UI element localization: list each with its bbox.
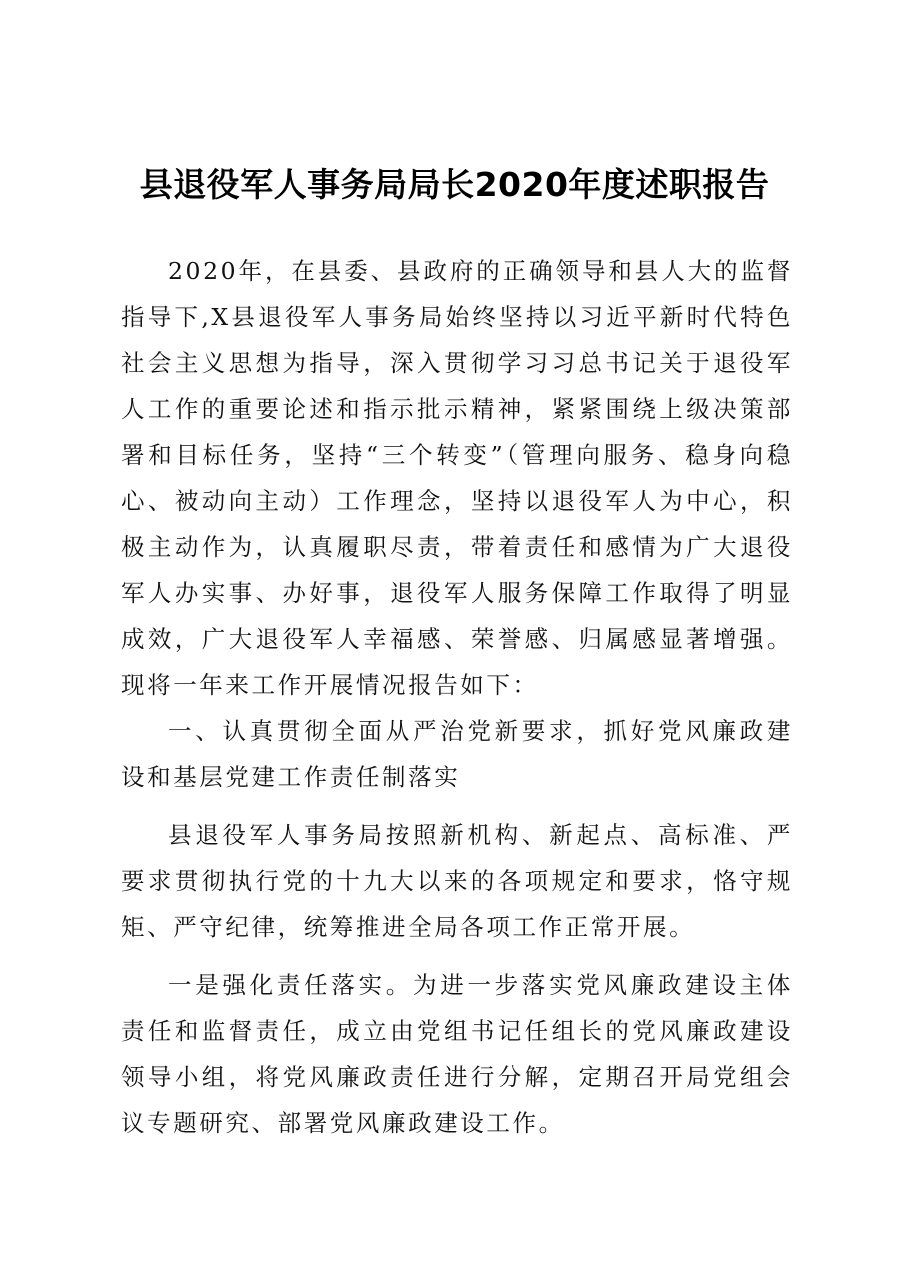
paragraph-responsibility: 一是强化责任落实。为进一步落实党风廉政建设主体责任和监督责任，成立由党组书记任组长的党风廉政建设领导小组，将党风廉政责任进行分解，定期召开局党组会议专题研究、部署党风廉政建设工作。	[121, 971, 793, 1137]
document-body	[121, 248, 793, 1146]
paragraph-intro: 2020年，在县委、县政府的正确领导和县人大的监督指导下,X县退役军人事务局始终坚持以习近平新时代特色社会主义思想为指导，深入贯彻学习习总书记关于退役军人工作的重要论述和指示批示精神，紧紧围绕上级决策部署和目标任务，坚持“三个转变”（管理向服务、稳身向稳心、被动向主动）工作理念，坚持以退役军人为中心，积极主动作为，认真履职尽责，带着责任和感情为广大退役军人办实事、办好事，退役军人服务保障工作取得了明显成效，广大退役军人幸福感、荣誉感、归属感显著增强。现将一年来工作开展情况报告如下：	[121, 257, 793, 699]
section-heading-one: 一、认真贯彻全面从严治党新要求，抓好党风廉政建设和基层党建工作责任制落实	[121, 717, 793, 791]
document-title: 县退役军人事务局局长2020年度述职报告	[139, 165, 770, 204]
paragraph-section-one: 县退役军人事务局按照新机构、新起点、高标准、严要求贯彻执行党的十九大以来的各项规定和要求，恪守规矩、严守纪律，统筹推进全局各项工作正常开展。	[121, 821, 793, 941]
